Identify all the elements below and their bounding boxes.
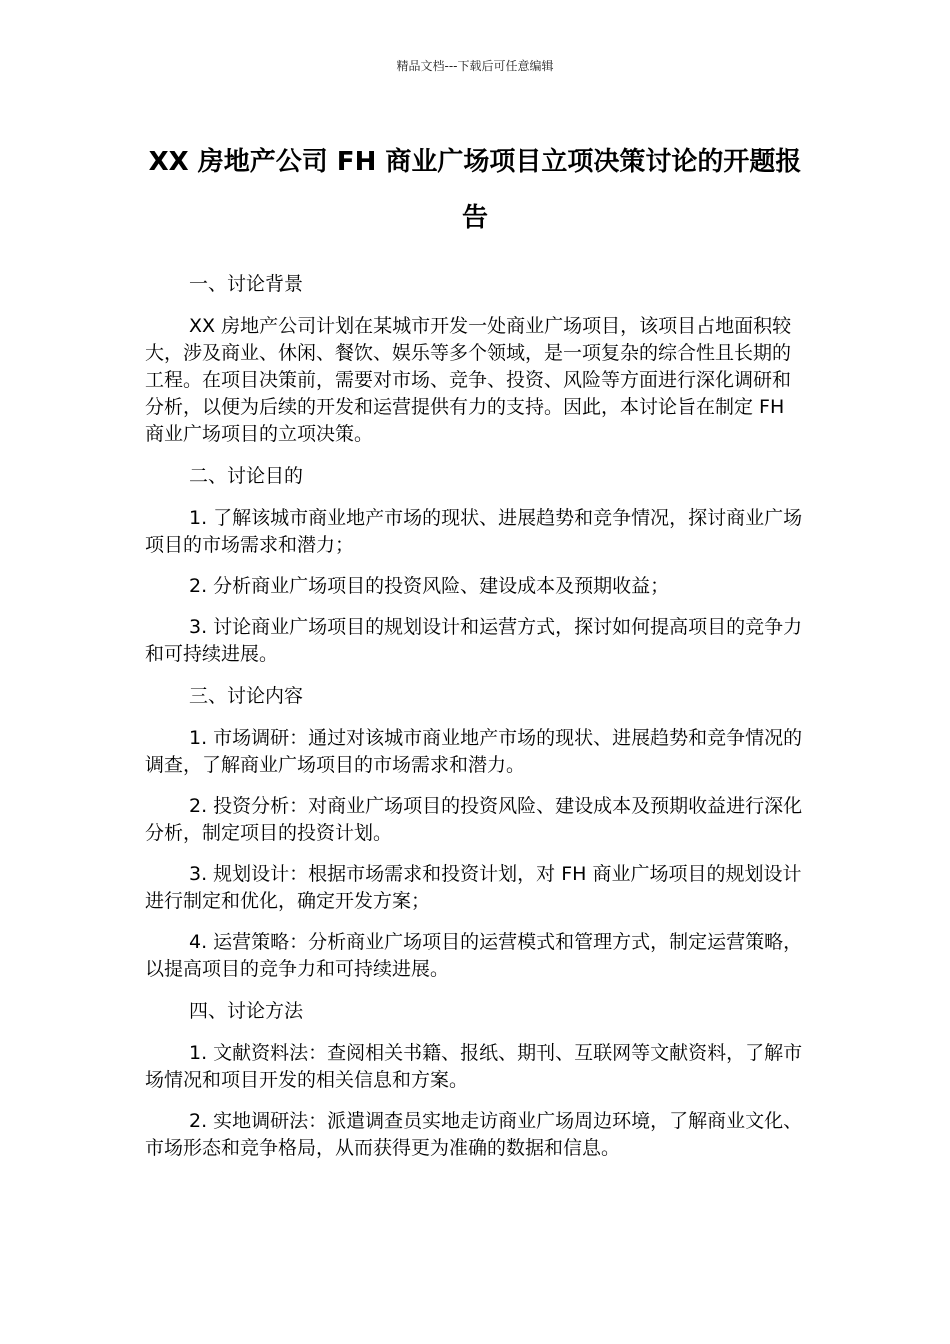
section-heading: 二、讨论目的 xyxy=(189,465,304,487)
paragraph: 2. 分析商业广场项目的投资风险、建设成本及预期收益； xyxy=(189,575,670,597)
paragraph: 3. 规划设计：根据市场需求和投资计划，对 FH 商业广场项目的规划设计进行制定和优化，确定开发方案； xyxy=(145,863,802,912)
header-note: 精品文档---下载后可任意编辑 xyxy=(396,59,554,73)
paragraph: 4. 运营策略：分析商业广场项目的运营模式和管理方式，制定运营策略，以提高项目的竞争力和可持续进展。 xyxy=(145,931,803,980)
paragraph: 1. 文献资料法：查阅相关书籍、报纸、期刊、互联网等文献资料，了解市场情况和项目开发的相关信息和方案。 xyxy=(145,1042,803,1091)
section-heading: 四、讨论方法 xyxy=(189,1000,304,1022)
paragraph: 2. 投资分析：对商业广场项目的投资风险、建设成本及预期收益进行深化分析，制定项目的投资计划。 xyxy=(145,795,803,844)
document-title: XX 房地产公司 FH 商业广场项目立项决策讨论的开题报告 xyxy=(148,147,802,233)
paragraph: 1. 了解该城市商业地产市场的现状、进展趋势和竞争情况，探讨商业广场项目的市场需求和潜力； xyxy=(145,507,803,556)
paragraph: 1. 市场调研：通过对该城市商业地产市场的现状、进展趋势和竞争情况的调查，了解商业广场项目的市场需求和潜力。 xyxy=(145,727,803,776)
document-body xyxy=(145,270,805,1176)
paragraph: XX 房地产公司计划在某城市开发一处商业广场项目，该项目占地面积较大，涉及商业、休闲、餐饮、娱乐等多个领域，是一项复杂的综合性且长期的工程。在项目决策前，需要对市场、竞争、投资、风险等方面进行深化调研和分析，以便为后续的开发和运营提供有力的支持。因此，本讨论旨在制定 FH 商业广场项目的立项决策。 xyxy=(145,315,792,445)
paragraph: 3. 讨论商业广场项目的规划设计和运营方式，探讨如何提高项目的竞争力和可持续进展。 xyxy=(145,616,803,665)
section-heading: 三、讨论内容 xyxy=(189,685,304,707)
paragraph: 2. 实地调研法：派遣调查员实地走访商业广场周边环境，了解商业文化、市场形态和竞争格局，从而获得更为准确的数据和信息。 xyxy=(145,1110,803,1159)
section-heading: 一、讨论背景 xyxy=(189,273,304,295)
